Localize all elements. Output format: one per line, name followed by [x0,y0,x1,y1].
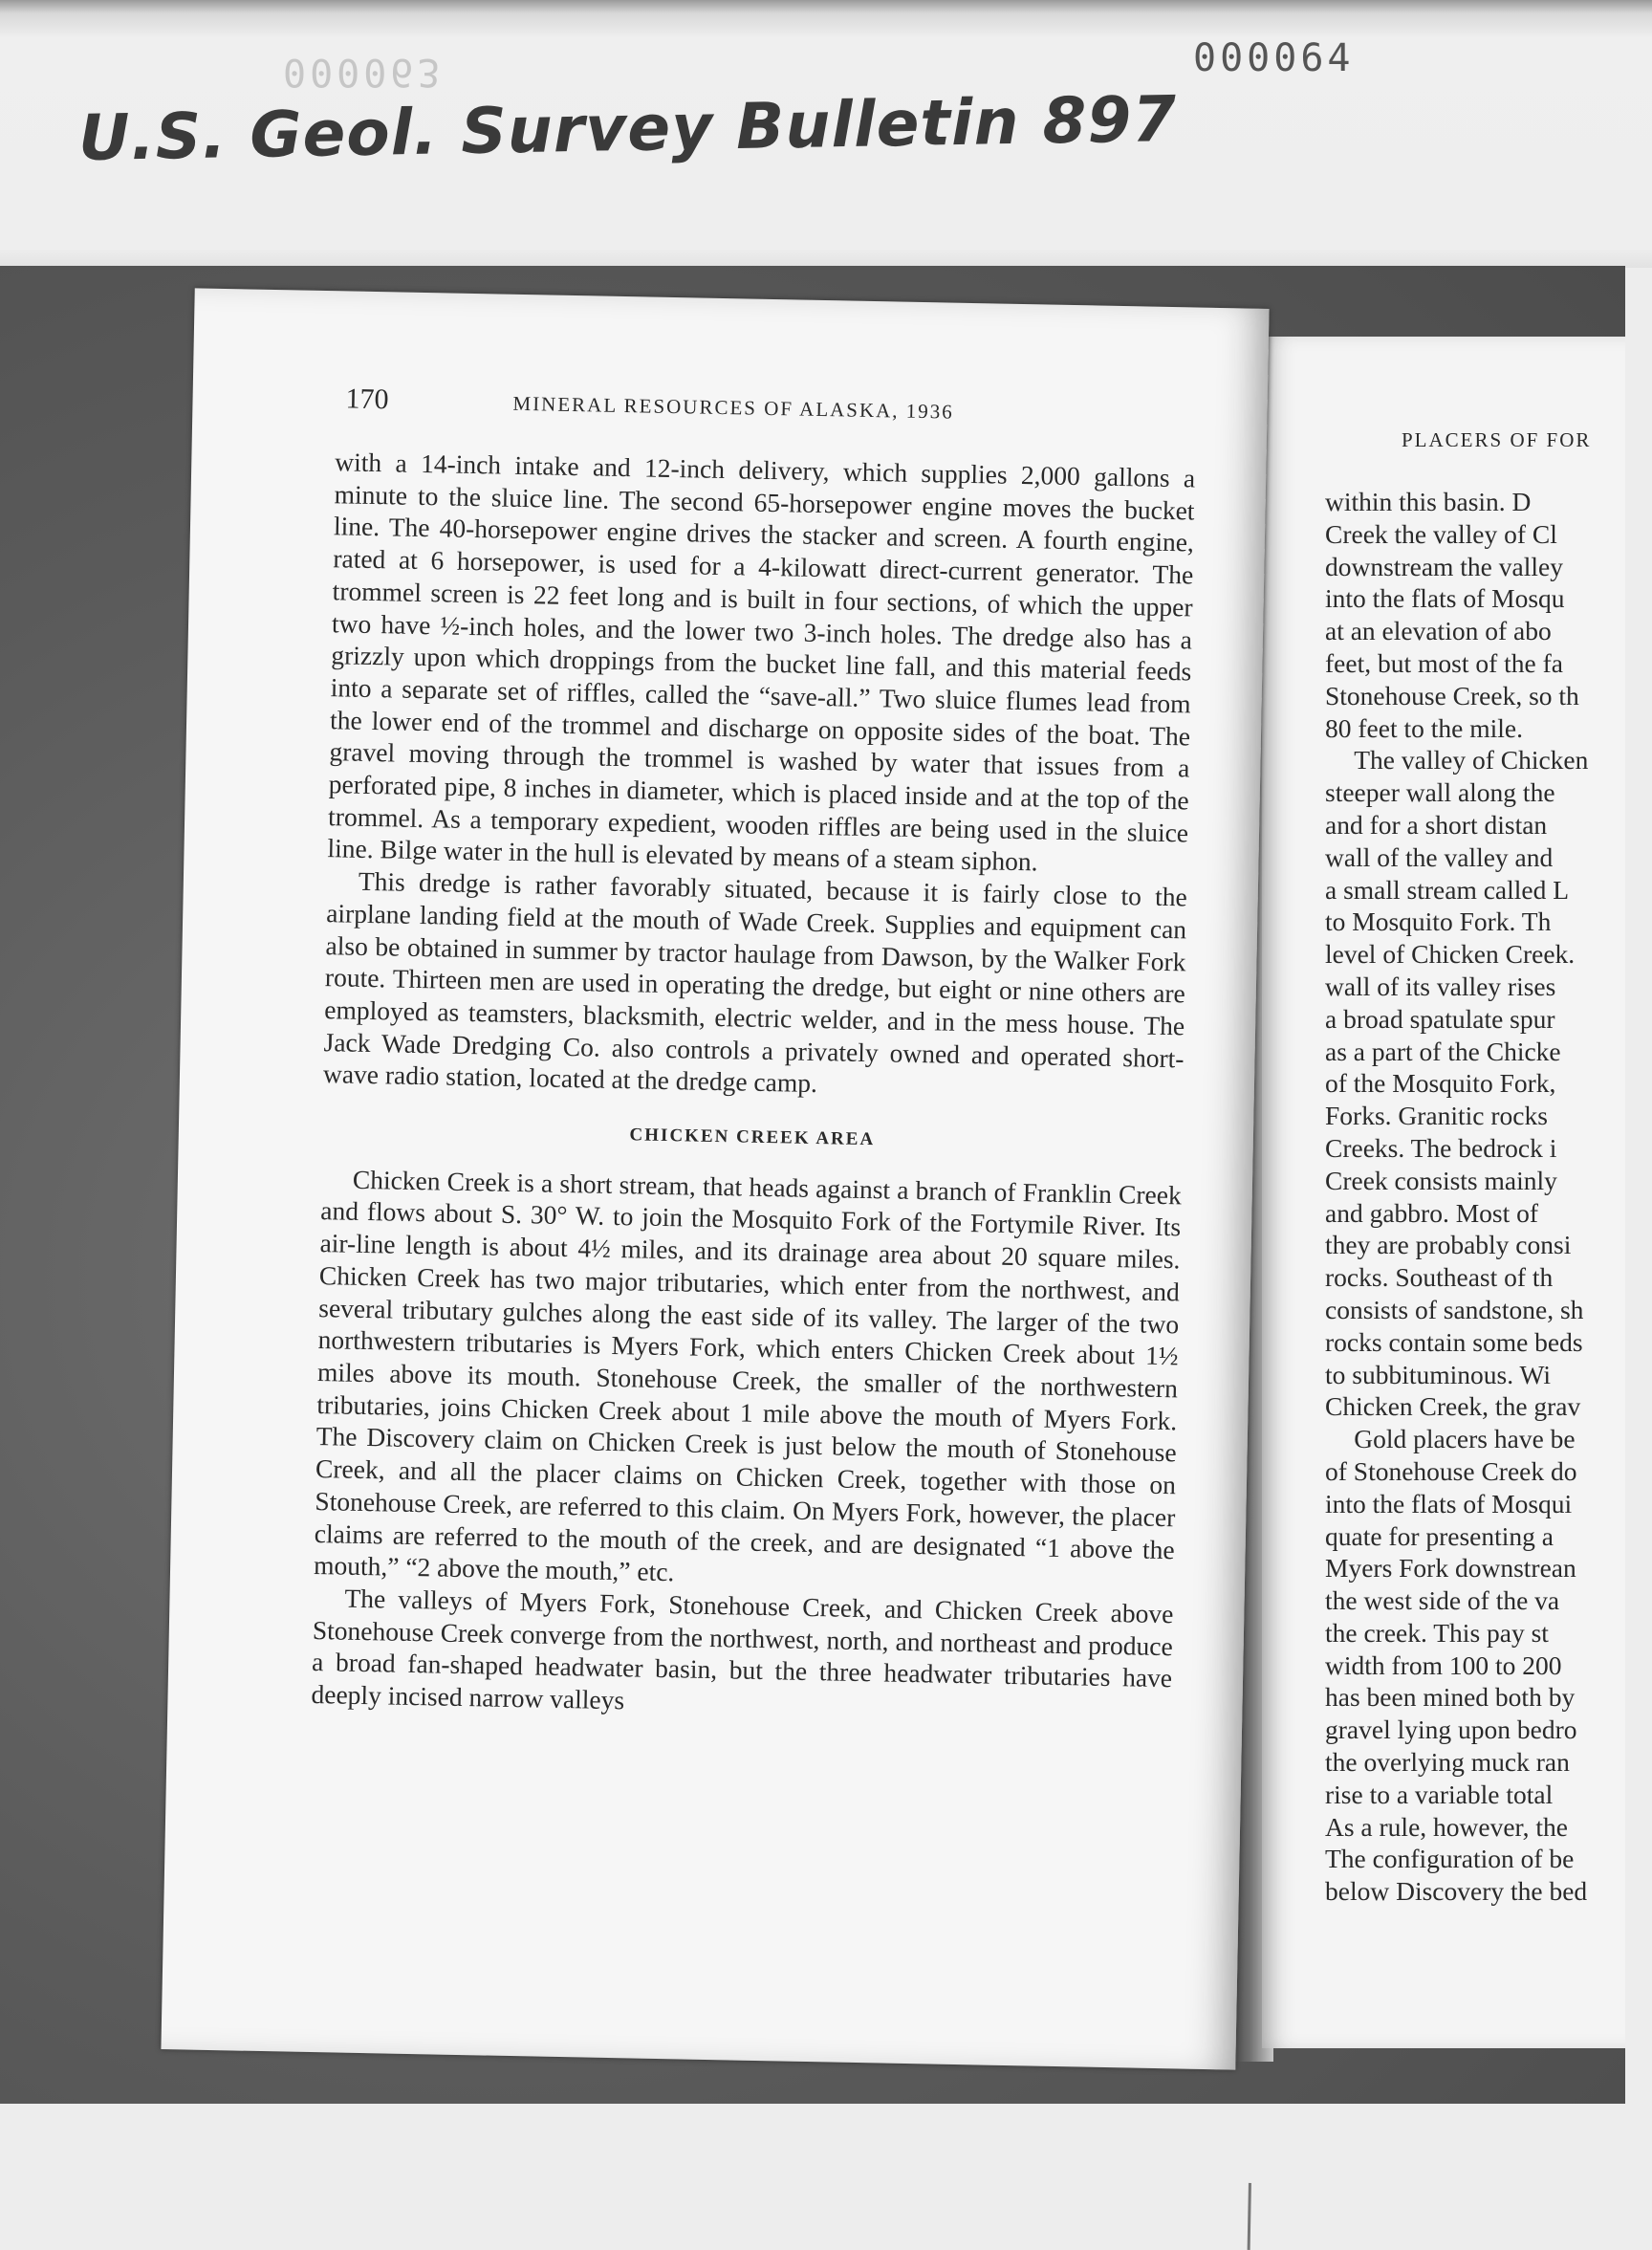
section-heading: CHICKEN CREEK AREA [629,1125,876,1150]
bleed-through-number: 000063 [283,50,445,94]
left-page [161,288,1269,2069]
right-page-text [1325,486,1625,1908]
right-page-line: and for a short distan [1325,809,1548,840]
right-page-line: feet, but most of the fa [1325,647,1563,678]
paragraph: The valleys of Myers Fork, Stonehouse Creek, and Chicken Creek above Stonehouse Creek converge from the northwest, north, and northeast and produce a broad fan-shaped headwater basin, but the three headwater tributaries have deeply incised narrow valleys [311,1583,1174,1715]
right-page-line: 80 feet to the mile. [1325,712,1523,743]
right-page-line: As a rule, however, the [1325,1811,1568,1842]
right-page-line: of Stonehouse Creek do [1325,1455,1577,1486]
paragraph: with a 14-inch intake and 12-inch delivery, which supplies 2,000 gallons a minute to the sluice line. The second 65-horsepower engine moves the bucket line. The 40-horsepower engine drives the stacker and screen. A fourth engine, rated at 6 horsepower, is used for a 4-kilowatt direct-current generator. The trommel screen is 22 feet long and is built in four sections, of which the upper two have ½-inch holes, and the lower two 3-inch holes. The dredge also has a grizzly upon which droppings from the bucket line fall, and this material feeds into a separate set of riffles, called the “save-all.” Two sluice flumes lead from the lower end of the trommel and discharge on opposite sides of the boat. The gravel moving through the trommel is washed by water that issues from a perforated pipe, 8 inches in diameter, which is placed inside and at the top of the trommel. As a temporary expedient, wooden riffles are being used in the sluice line. Bilge water in the hull is elevated by means of a steam siphon. [327,447,1196,877]
right-page-line: quate for presenting a [1325,1520,1554,1551]
right-page-line: Creek the valley of Cl [1325,518,1557,549]
page-body [311,446,1195,1727]
right-page-line: wall of its valley rises [1325,971,1556,1001]
right-running-head: PLACERS OF FOR [1402,428,1592,451]
right-page-line: they are probably consi [1325,1230,1572,1260]
right-page-line: within this basin. D [1325,487,1532,516]
right-page-line: and gabbro. Most of [1325,1197,1539,1228]
right-page-line: the creek. This pay st [1325,1617,1549,1648]
page-header [345,382,1206,424]
right-page-line: Chicken Creek, the grav [1325,1391,1581,1422]
right-page-line: level of Chicken Creek. [1325,939,1576,970]
right-page-line: The valley of Chicken [1354,745,1589,775]
right-page-line: Myers Fork downstrean [1325,1553,1576,1584]
right-page-line: steeper wall along the [1325,777,1555,808]
right-page-line: Creeks. The bedrock i [1325,1132,1557,1163]
right-page-line: gravel lying upon bedro [1325,1715,1577,1745]
right-page-line: as a part of the Chicke [1325,1036,1561,1066]
right-page-line: Forks. Granitic rocks [1325,1101,1548,1131]
right-page-line: a broad spatulate spur [1325,1003,1555,1034]
right-page-line: rise to a variable total [1325,1779,1554,1809]
right-page-line: rocks. Southeast of th [1325,1262,1554,1293]
right-page-line: of the Mosquito Fork, [1325,1068,1556,1099]
right-page-line: Creek consists mainly [1325,1165,1557,1195]
right-page-line: rocks contain some beds [1325,1326,1583,1357]
paragraph: This dredge is rather favorably situated, because it is fairly close to the airplane landing field at the mouth of Wade Creek. Supplies and equipment can also be obtained in summer by tractor haulage from Dawson, by the Walker Fork route. Thirteen men are used in operating the dredge, but eight or nine others are employed as teamsters, blacksmith, electric welder, and in the mess house. The Jack Wade Dredging Co. also controls a privately owned and operated short-wave radio station, located at the dredge camp. [322,865,1188,1099]
scan-mark [1248,2183,1251,2250]
right-page [1262,337,1625,2048]
right-page-line: width from 100 to 200 [1325,1649,1562,1680]
right-page-line: at an elevation of abo [1325,616,1552,646]
right-page-line: a small stream called L [1325,874,1570,905]
right-page-line: the overlying muck ran [1325,1747,1570,1778]
right-page-line: into the flats of Mosqui [1325,1488,1573,1518]
page-number: 170 [345,382,389,416]
right-page-line: Stonehouse Creek, so th [1325,680,1579,710]
right-page-line: to subbituminous. Wi [1325,1359,1551,1389]
right-page-line: Gold placers have be [1354,1424,1576,1454]
right-page-line: has been mined both by [1325,1682,1576,1713]
right-page-line: The configuration of be [1325,1844,1575,1874]
document-stamp-number: 000064 [1193,36,1355,80]
right-page-line: the west side of the va [1325,1585,1560,1616]
right-page-line: wall of the valley and [1325,841,1554,872]
right-page-line: downstream the valley [1325,551,1563,581]
running-head: MINERAL RESOURCES OF ALASKA, 1936 [512,391,955,424]
handwritten-title: U.S. Geol. Survey Bulletin 897 [77,81,1178,176]
right-page-line: into the flats of Mosqu [1325,583,1565,614]
paragraph: Chicken Creek is a short stream, that heads against a branch of Franklin Creek and flows about S. 30° W. to join the Mosquito Fork of the Fortymile River. Its air-line length is about 4½ miles, and its drainage area about 20 square miles. Chicken Creek has two major tributaries, which enter from the northwest, and several tributary gulches along the east side of its valley. The larger of the two northwestern tributaries is Myers Fork, which enters Chicken Creek about 1½ miles above its mouth. Stonehouse Creek, the smaller of the northwestern tributaries, joins Chicken Creek about 1 mile above the mouth of Myers Fork. The Discovery claim on Chicken Creek is just below the mouth of Stonehouse Creek, and all the placer claims on Chicken Creek, together with those on Stonehouse Creek, are referred to this claim. On Myers Fork, however, the placer claims are referred to the mouth of the creek, and are designated “1 above the mouth,” “2 above the mouth,” etc. [313,1164,1183,1587]
right-page-line: consists of sandstone, sh [1325,1294,1584,1324]
right-page-line: below Discovery the bed [1325,1876,1588,1907]
right-page-line: to Mosquito Fork. Th [1325,907,1552,937]
